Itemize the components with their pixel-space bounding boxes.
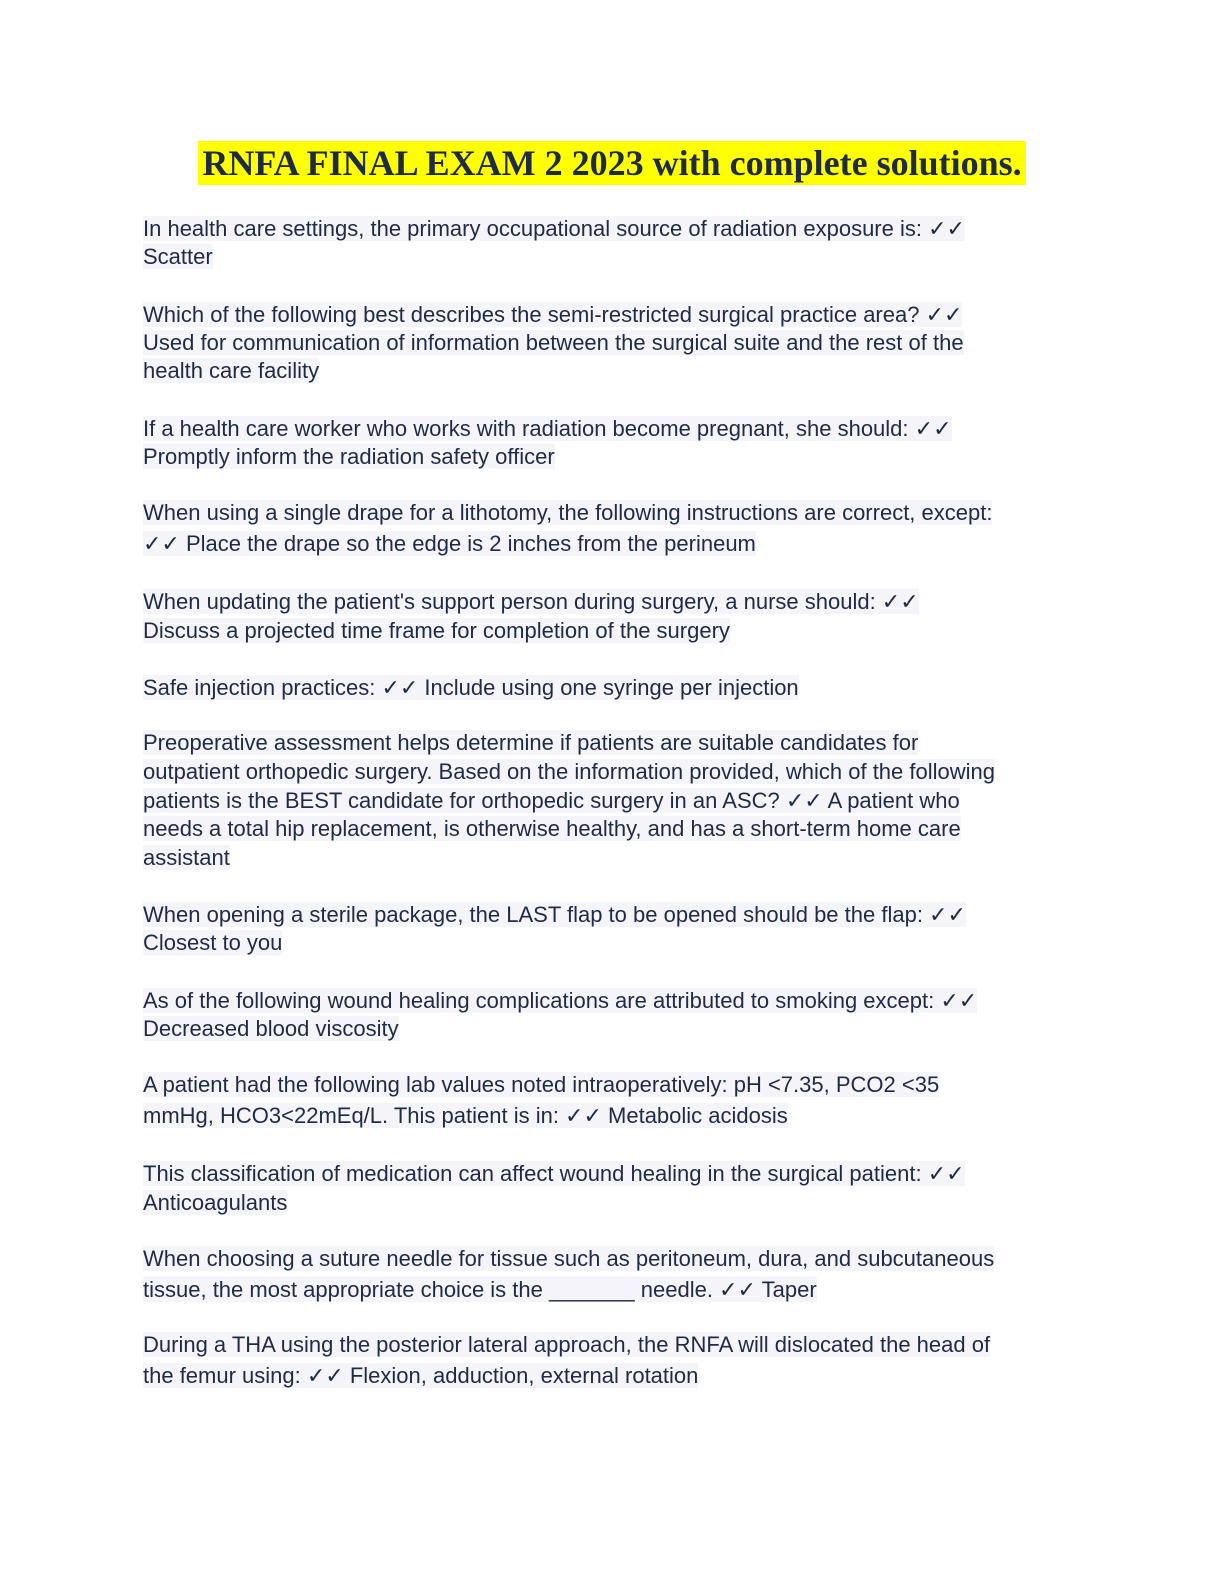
qa-item [143, 673, 799, 703]
qa-line: Anticoagulants [143, 1190, 288, 1215]
qa-line: ✓✓ Place the drape so the edge is 2 inches from the perineum [143, 531, 756, 556]
document-title: RNFA FINAL EXAM 2 2023 with complete solutions. [198, 141, 1025, 185]
qa-item [143, 729, 995, 873]
qa-line: When using a single drape for a lithotomy, the following instructions are correct, except: [143, 500, 993, 525]
qa-item [143, 1329, 990, 1391]
qa-line: assistant [143, 845, 230, 871]
qa-line: outpatient orthopedic surgery. Based on the information provided, which of the following [143, 758, 995, 784]
qa-line: When updating the patient's support person during surgery, a nurse should: ✓✓ [143, 589, 919, 614]
qa-line: Scatter [143, 244, 213, 269]
qa-line: This classification of medication can affect wound healing in the surgical patient: ✓✓ [143, 1161, 965, 1186]
qa-line: Used for communication of information between the surgical suite and the rest of the [143, 330, 964, 355]
qa-line: tissue, the most appropriate choice is the _______ needle. ✓✓ Taper [143, 1277, 817, 1302]
qa-line: When opening a sterile package, the LAST flap to be opened should be the flap: ✓✓ [143, 902, 966, 927]
qa-item [143, 497, 992, 559]
qa-line: the femur using: ✓✓ Flexion, adduction, external rotation [143, 1363, 699, 1388]
qa-item [143, 901, 966, 957]
qa-line: mmHg, HCO3<22mEq/L. This patient is in: ✓✓ Metabolic acidosis [143, 1103, 788, 1128]
qa-item [143, 301, 964, 385]
qa-line: health care facility [143, 358, 320, 383]
qa-line: Decreased blood viscosity [143, 1016, 399, 1041]
qa-line: needs a total hip replacement, is otherwise healthy, and has a short-term home care [143, 816, 961, 842]
qa-item [143, 415, 952, 471]
qa-line: During a THA using the posterior lateral approach, the RNFA will dislocated the head of [143, 1332, 991, 1357]
qa-line: Preoperative assessment helps determine if patients are suitable candidates for [143, 730, 919, 755]
qa-item [143, 1159, 965, 1217]
qa-item [143, 1069, 939, 1131]
qa-line: patients is the BEST candidate for orthopedic surgery in an ASC? ✓✓ A patient who [143, 787, 960, 813]
qa-item [143, 987, 977, 1043]
qa-line: A patient had the following lab values noted intraoperatively: pH <7.35, PCO2 <35 [143, 1072, 940, 1097]
qa-line: Which of the following best describes the semi-restricted surgical practice area? ✓✓ [143, 302, 963, 327]
qa-line: Discuss a projected time frame for completion of the surgery [143, 618, 730, 643]
qa-line: As of the following wound healing complications are attributed to smoking except: ✓✓ [143, 988, 978, 1013]
qa-item [143, 587, 919, 645]
qa-line: Safe injection practices: ✓✓ Include using one syringe per injection [143, 675, 799, 700]
qa-line: If a health care worker who works with radiation become pregnant, she should: ✓✓ [143, 416, 952, 441]
qa-line: In health care settings, the primary occupational source of radiation exposure is: ✓✓ [143, 216, 965, 241]
qa-item [143, 215, 965, 271]
qa-list [143, 0, 1083, 1584]
qa-item [143, 1243, 994, 1305]
qa-line: Closest to you [143, 930, 283, 955]
qa-line: When choosing a suture needle for tissue such as peritoneum, dura, and subcutaneous [143, 1246, 995, 1271]
qa-line: Promptly inform the radiation safety officer [143, 444, 555, 469]
